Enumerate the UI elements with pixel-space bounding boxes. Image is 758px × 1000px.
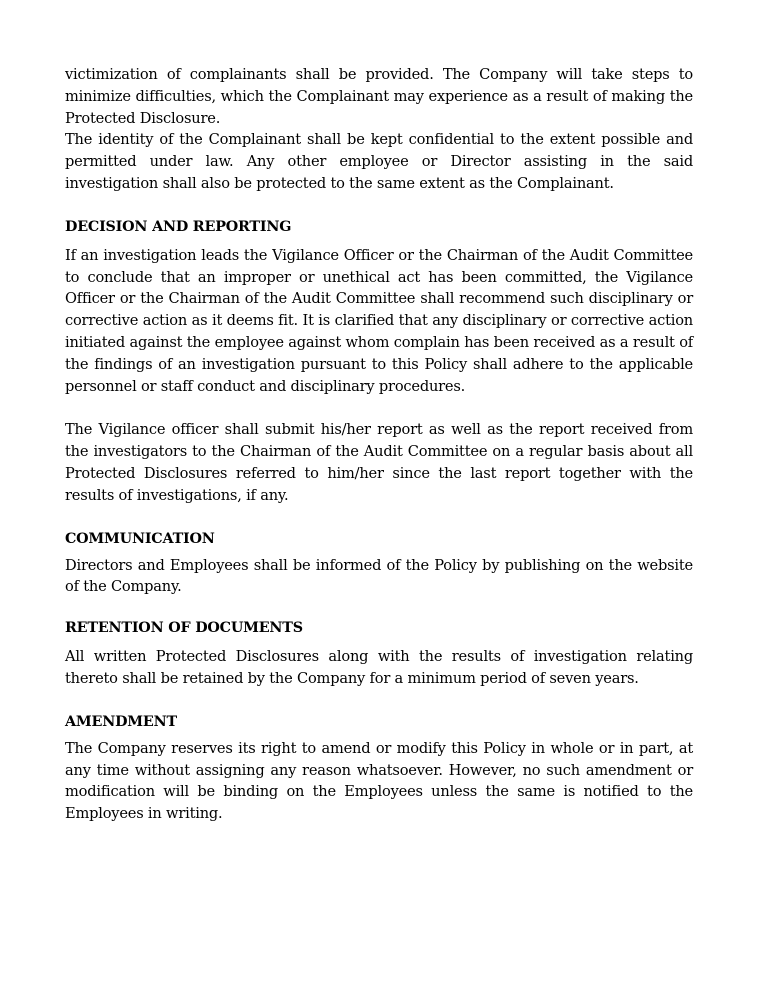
document-page <box>65 64 693 825</box>
amendment-paragraph: The Company reserves its right to amend or modify this Policy in whole or in part, at any time without assigning any reason whatsoever. However, no such amendment or modification will be binding on the Employees unless the same is notified to the Employees in writing. <box>65 739 693 823</box>
communication-heading: COMMUNICATION <box>65 530 215 547</box>
amendment-heading: AMENDMENT <box>65 713 177 730</box>
retention-of-documents-heading: RETENTION OF DOCUMENTS <box>65 620 303 637</box>
communication-paragraph: Directors and Employees shall be informed of the Policy by publishing on the website of the Company. <box>65 556 693 596</box>
decision-and-reporting-heading: DECISION AND REPORTING <box>65 218 292 235</box>
decision-paragraph-2: The Vigilance officer shall submit his/her report as well as the report received from the investigators to the Chairman of the Audit Committee on a regular basis about all Protected Disclosures referred to him/her since the last report together with the results of investigations, if any. <box>65 421 693 504</box>
retention-paragraph: All written Protected Disclosures along with the results of investigation relating thereto shall be retained by the Company for a minimum period of seven years. <box>65 648 693 687</box>
intro-paragraph-2: The identity of the Complainant shall be kept confidential to the extent possible and permitted under law. Any other employee or Director assisting in the said investigation shall also be protected to the same extent as the Complainant. <box>65 131 693 192</box>
intro-paragraph-1: victimization of complainants shall be provided. The Company will take steps to minimize difficulties, which the Complainant may experience as a result of making the Protected Disclosure. <box>65 66 693 127</box>
decision-paragraph-1: If an investigation leads the Vigilance Officer or the Chairman of the Audit Committee to conclude that an improper or unethical act has been committed, the Vigilance Officer or the Chairman of the Audit Committee shall recommend such disciplinary or corrective action as it deems fit. It is clarified that any disciplinary or corrective action initiated against the employee against whom complain has been received as a result of the findings of an investigation pursuant to this Policy shall adhere to the applicable personnel or staff conduct and disciplinary procedures. <box>65 246 693 395</box>
